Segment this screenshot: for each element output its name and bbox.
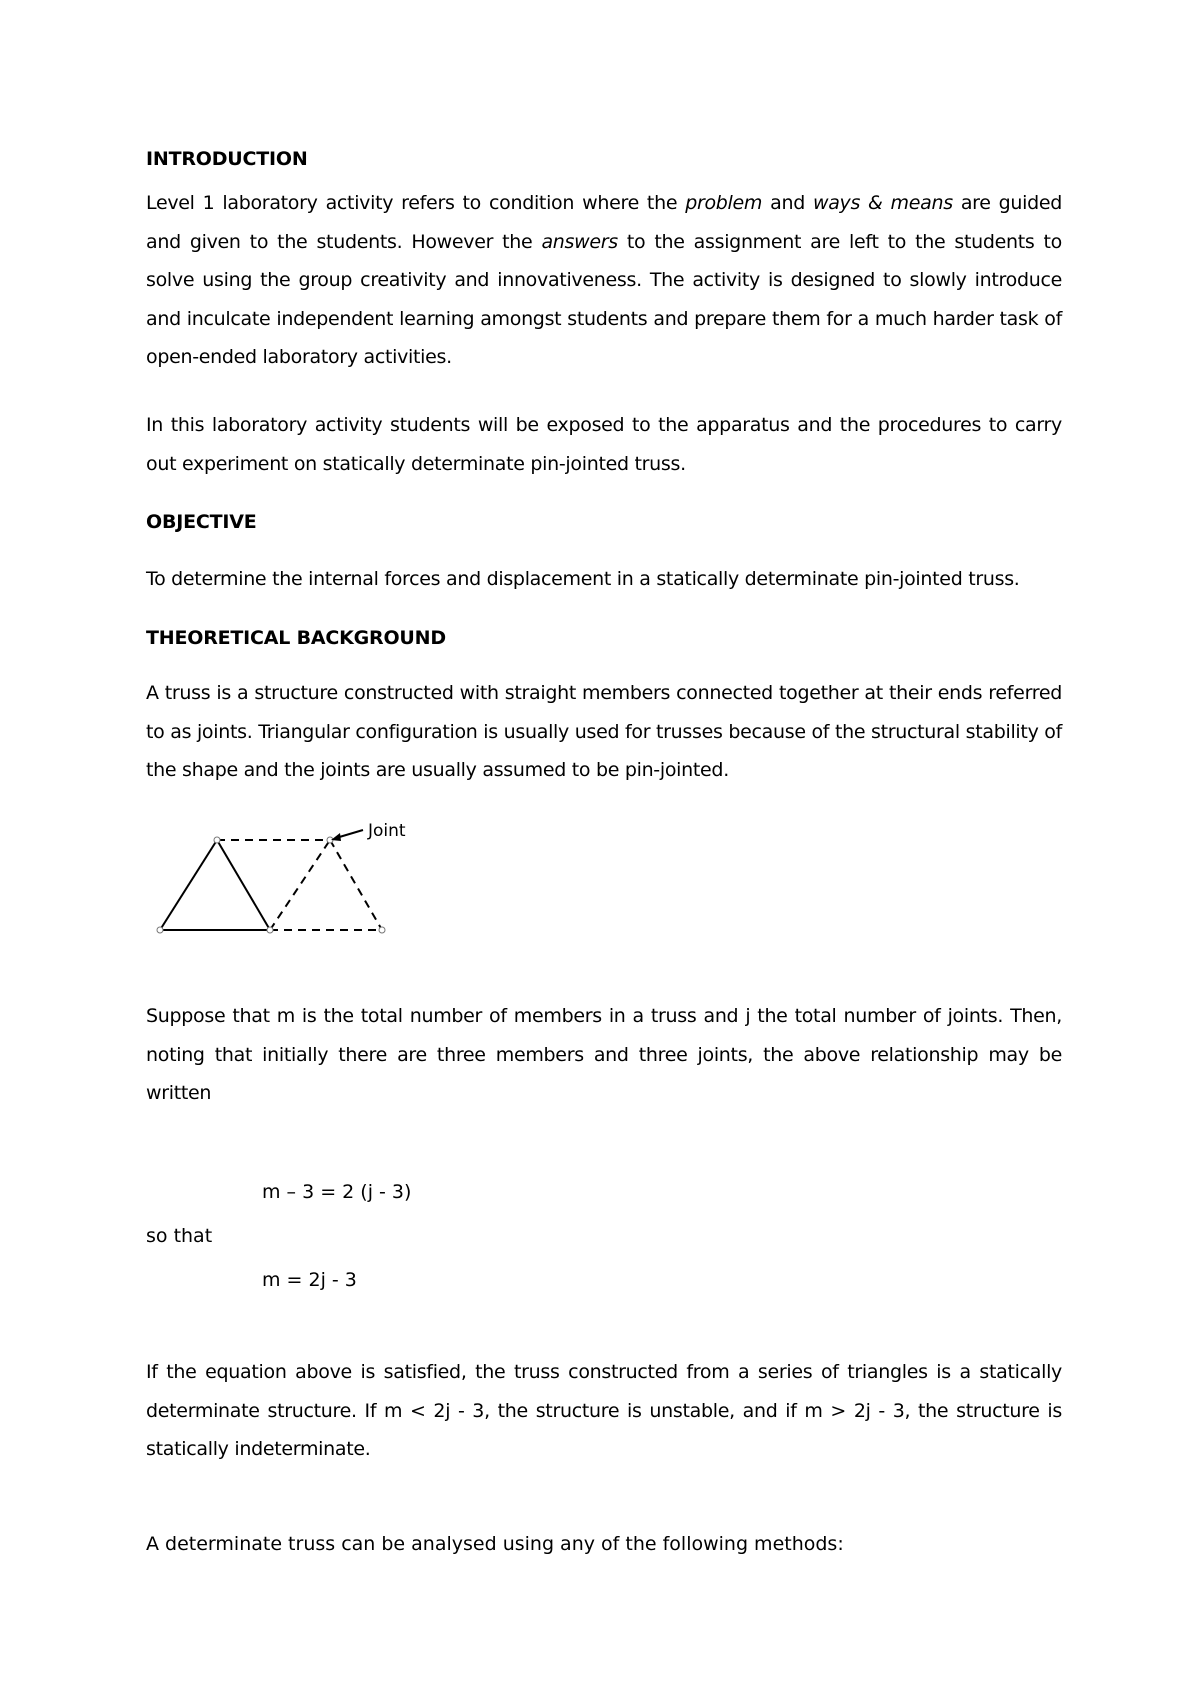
joint-label: Joint [368, 821, 406, 841]
introduction-paragraph-2: In this laboratory activity students will be exposed to the apparatus and the procedures to carry out experiment on statically determinate pin-jointed truss. [146, 414, 1062, 475]
intro-emphasis-answers: answers [541, 230, 618, 253]
truss-joint [267, 927, 273, 933]
intro-emphasis-problem: problem [685, 192, 763, 214]
truss-diagram [150, 820, 450, 940]
truss-member-diagonal-dashed [270, 840, 330, 930]
theory-paragraph-1: A truss is a structure constructed with straight members connected together at their ends referred to as joints. Triangular configuration is usually used for trusses because of the structural stability of the shape and the joints are usually assumed to be pin-jointed. [146, 682, 1062, 781]
theory-paragraph-2: Suppose that m is the total number of members in a truss and j the total number of joints. Then, noting that initially there are three members and three joints, the above relationship may be written [146, 1005, 1062, 1104]
objective-heading: OBJECTIVE [146, 511, 257, 533]
truss-joint [214, 837, 220, 843]
objective-paragraph: To determine the internal forces and displacement in a statically determinate pin-jointed truss. [146, 568, 1020, 590]
intro-emphasis-ways-means: ways & means [812, 192, 953, 214]
theoretical-background-heading: THEORETICAL BACKGROUND [146, 627, 446, 649]
equation-1: m – 3 = 2 (j - 3) [262, 1181, 412, 1203]
intro-text-a: Level 1 laboratory activity refers to condition where the [146, 192, 686, 214]
truss-member-middle [217, 840, 270, 930]
truss-member-right-dashed [330, 840, 382, 930]
introduction-heading: INTRODUCTION [146, 148, 308, 170]
so-that-text: so that [146, 1225, 213, 1247]
truss-joint [157, 927, 163, 933]
theory-paragraph-3: If the equation above is satisfied, the truss constructed from a series of triangles is a statically determinate structure. If m < 2j - 3, the structure is unstable, and if m > 2j - 3, the structure is statically indeterminate. [146, 1361, 1062, 1460]
introduction-paragraph-1 [146, 184, 1062, 377]
intro-text-b: and [762, 192, 813, 214]
joint-pointer-arrowhead [331, 833, 341, 841]
intro-text-c: are guided and given to the students. However the [146, 192, 1063, 253]
intro-text-d: to the assignment are left to the students to solve using the group creativity and innovativeness. The activity is designed to slowly introduce and inculcate independent learning amongst students and prepare them for a much harder task of open-ended laboratory activities. [146, 230, 1063, 368]
equation-2: m = 2j - 3 [262, 1269, 357, 1291]
truss-member-left [160, 840, 217, 930]
theory-paragraph-4: A determinate truss can be analysed using any of the following methods: [146, 1533, 844, 1555]
truss-joint [379, 927, 385, 933]
